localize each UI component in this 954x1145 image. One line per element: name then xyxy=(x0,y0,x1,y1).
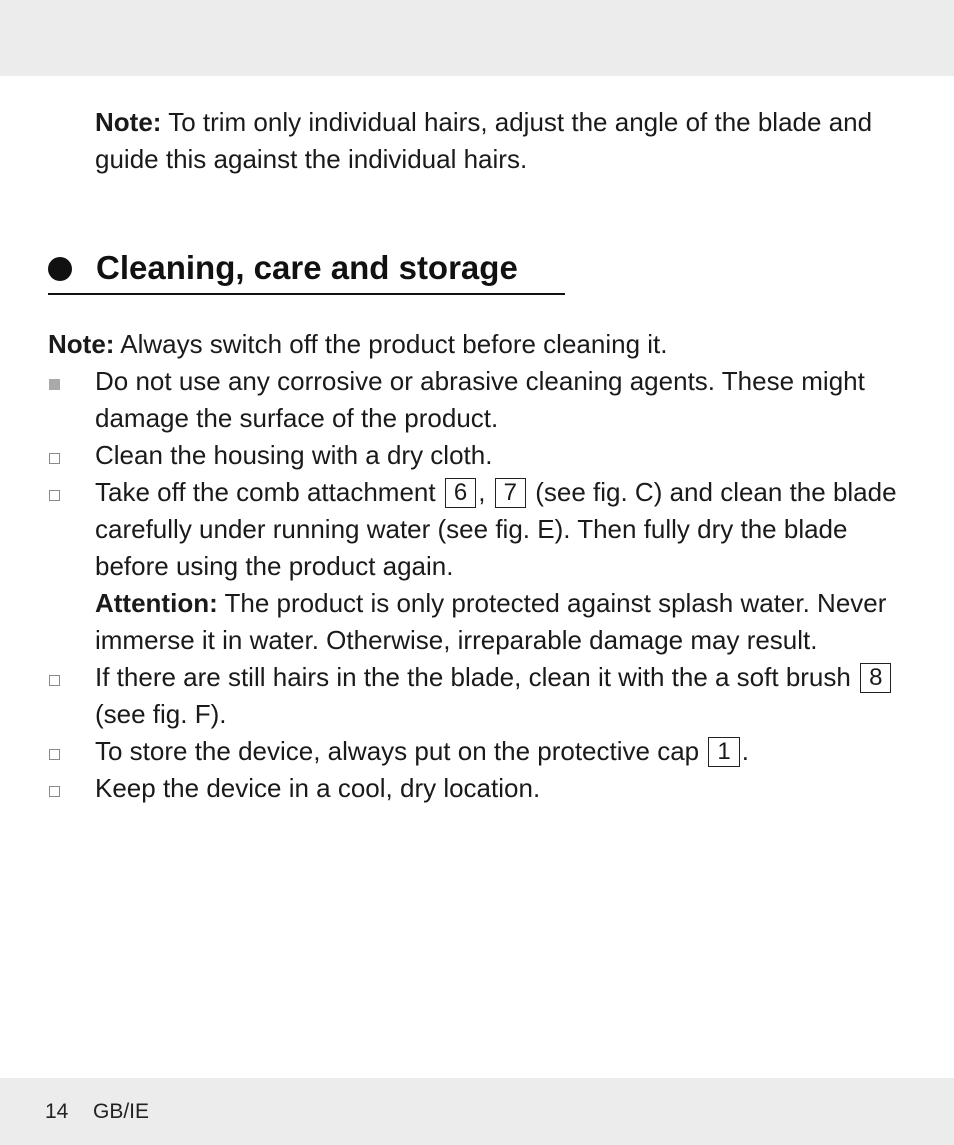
page-number: 14 xyxy=(45,1100,69,1123)
list-item xyxy=(95,733,749,770)
checkbox-bullet-icon xyxy=(49,749,60,760)
list-item xyxy=(95,474,897,659)
attention-text: The product is only protected against splash water. Never xyxy=(217,588,887,618)
part-reference: 1 xyxy=(708,737,739,767)
list-item-text: If there are still hairs in the the blade, clean it with the a soft brush xyxy=(95,662,859,692)
square-bullet-icon xyxy=(49,379,60,390)
punctuation: . xyxy=(741,736,749,766)
checkbox-bullet-icon xyxy=(49,490,60,501)
part-reference: 6 xyxy=(445,478,476,508)
attention-text: immerse it in water. Otherwise, irreparable damage may result. xyxy=(95,625,818,655)
checkbox-bullet-icon xyxy=(49,453,60,464)
list-item-text: (see fig. F). xyxy=(95,699,227,729)
list-item-text: Keep the device in a cool, dry location. xyxy=(95,773,541,803)
list-item-text: before using the product again. xyxy=(95,551,454,581)
note-cleaning xyxy=(48,326,667,363)
note-label: Note: xyxy=(95,107,162,137)
note-label: Note: xyxy=(48,329,115,359)
note-trim xyxy=(95,104,872,178)
separator: , xyxy=(478,477,493,507)
note-text: Always switch off the product before cleaning it. xyxy=(114,329,668,359)
note-text-line2: guide this against the individual hairs. xyxy=(95,144,528,174)
list-item xyxy=(95,659,893,733)
list-item xyxy=(95,770,540,807)
list-item-text: To store the device, always put on the protective cap xyxy=(95,736,707,766)
list-item-text: Do not use any corrosive or abrasive cleaning agents. These might xyxy=(95,366,865,396)
list-item-text: damage the surface of the product. xyxy=(95,403,499,433)
section-title: Cleaning, care and storage xyxy=(96,249,518,286)
list-item-text: Take off the comb attachment xyxy=(95,477,443,507)
page-header-band xyxy=(0,0,954,76)
list-item-text: Clean the housing with a dry cloth. xyxy=(95,440,493,470)
language-code: GB/IE xyxy=(93,1100,150,1123)
section-heading xyxy=(48,247,565,295)
bullet-circle-icon xyxy=(48,257,72,281)
note-text: To trim only individual hairs, adjust the angle of the blade and xyxy=(161,107,873,137)
checkbox-bullet-icon xyxy=(49,675,60,686)
list-item-text: carefully under running water (see fig. E). Then fully dry the blade xyxy=(95,514,848,544)
checkbox-bullet-icon xyxy=(49,786,60,797)
part-reference: 7 xyxy=(495,478,526,508)
list-item xyxy=(95,437,492,474)
attention-label: Attention: xyxy=(95,588,218,618)
part-reference: 8 xyxy=(860,663,891,693)
list-item xyxy=(95,363,865,437)
list-item-text: (see fig. C) and clean the blade xyxy=(528,477,897,507)
